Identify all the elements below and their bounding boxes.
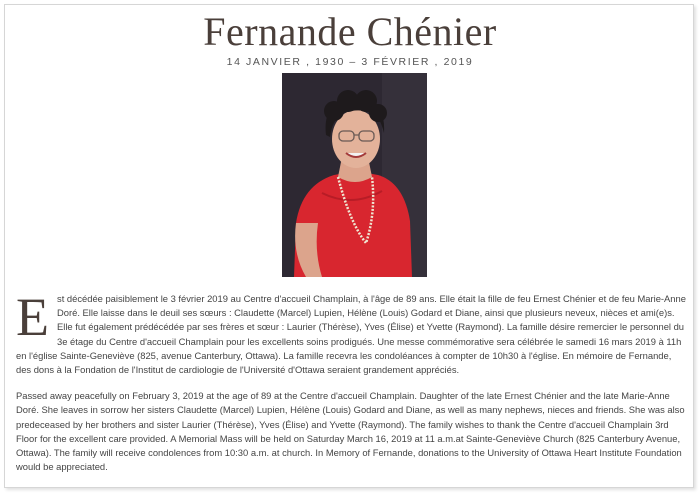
portrait-photo: [282, 73, 427, 277]
obituary-english: Passed away peacefully on February 3, 2019 at the age of 89 at the Centre d'accueil Champlain. Daughter of the late Ernest Chénier and the late Marie-Anne Doré. She leaves in sorrow her sisters Claudette (Marcel) Lupien, Hélène (Louis) Godard and Diane, as well as many nephews, nieces and friends. She was also predeceased by her brothers and sister Laurier (Thérèse), Yves (Élise) and Yvette (Raymond). The family wishes to thank the Centre d'accueil Champlain 3rd Floor for the excellent care provided. A Memorial Mass will be held on Saturday March 16, 2019 at 11 a.m.at Sainte-Geneviève Church (825 Canterbury Avenue, Ottawa). The family will receive condolences from 10:30 a.m. at church. In Memory of Fernande, donations to the University of Ottawa Heart Institute Foundation would be appreciated.: [16, 390, 685, 473]
deceased-name: Fernande Chénier: [203, 9, 497, 54]
portrait-illustration: [282, 73, 427, 277]
obituary-french: [16, 287, 688, 377]
french-body: st décédée paisiblement le 3 février 2019 au Centre d'accueil Champlain, à l'âge de 89 ans. Elle était la fille de feu Ernest Chénier et de feu Marie-Anne Doré. Elle laisse dans le deuil ses sœurs : Claudette (Marcel) Lupien, Hélène (Louis) Godard et Diane, ainsi que plusieurs neveux, nièces et ami(e)s. Elle fut également prédécédée par ses frères et sœur : Laurier (Thérèse), Yves (Élise) et Yvette (Raymond). La famille désire remercier le personnel du 3e étage du Centre d'accueil Champlain pour les excellents soins prodigués. Une messe commémorative sera célébrée le samedi 16 mars 2019 à 11h en l'église Sainte-Geneviève (825, avenue Canterbury, Ottawa). La famille recevra les condoléances à compter de 10h30 à l'église. En mémoire de Fernande, des dons à la Fondation de l'Institut de cardiologie de l'Université d'Ottawa seraient grandement appréciés.: [16, 293, 686, 376]
obituary-text: [16, 287, 688, 486]
dropcap: E: [16, 287, 49, 347]
life-dates: 14 JANVIER , 1930 – 3 FÉVRIER , 2019: [226, 56, 474, 68]
